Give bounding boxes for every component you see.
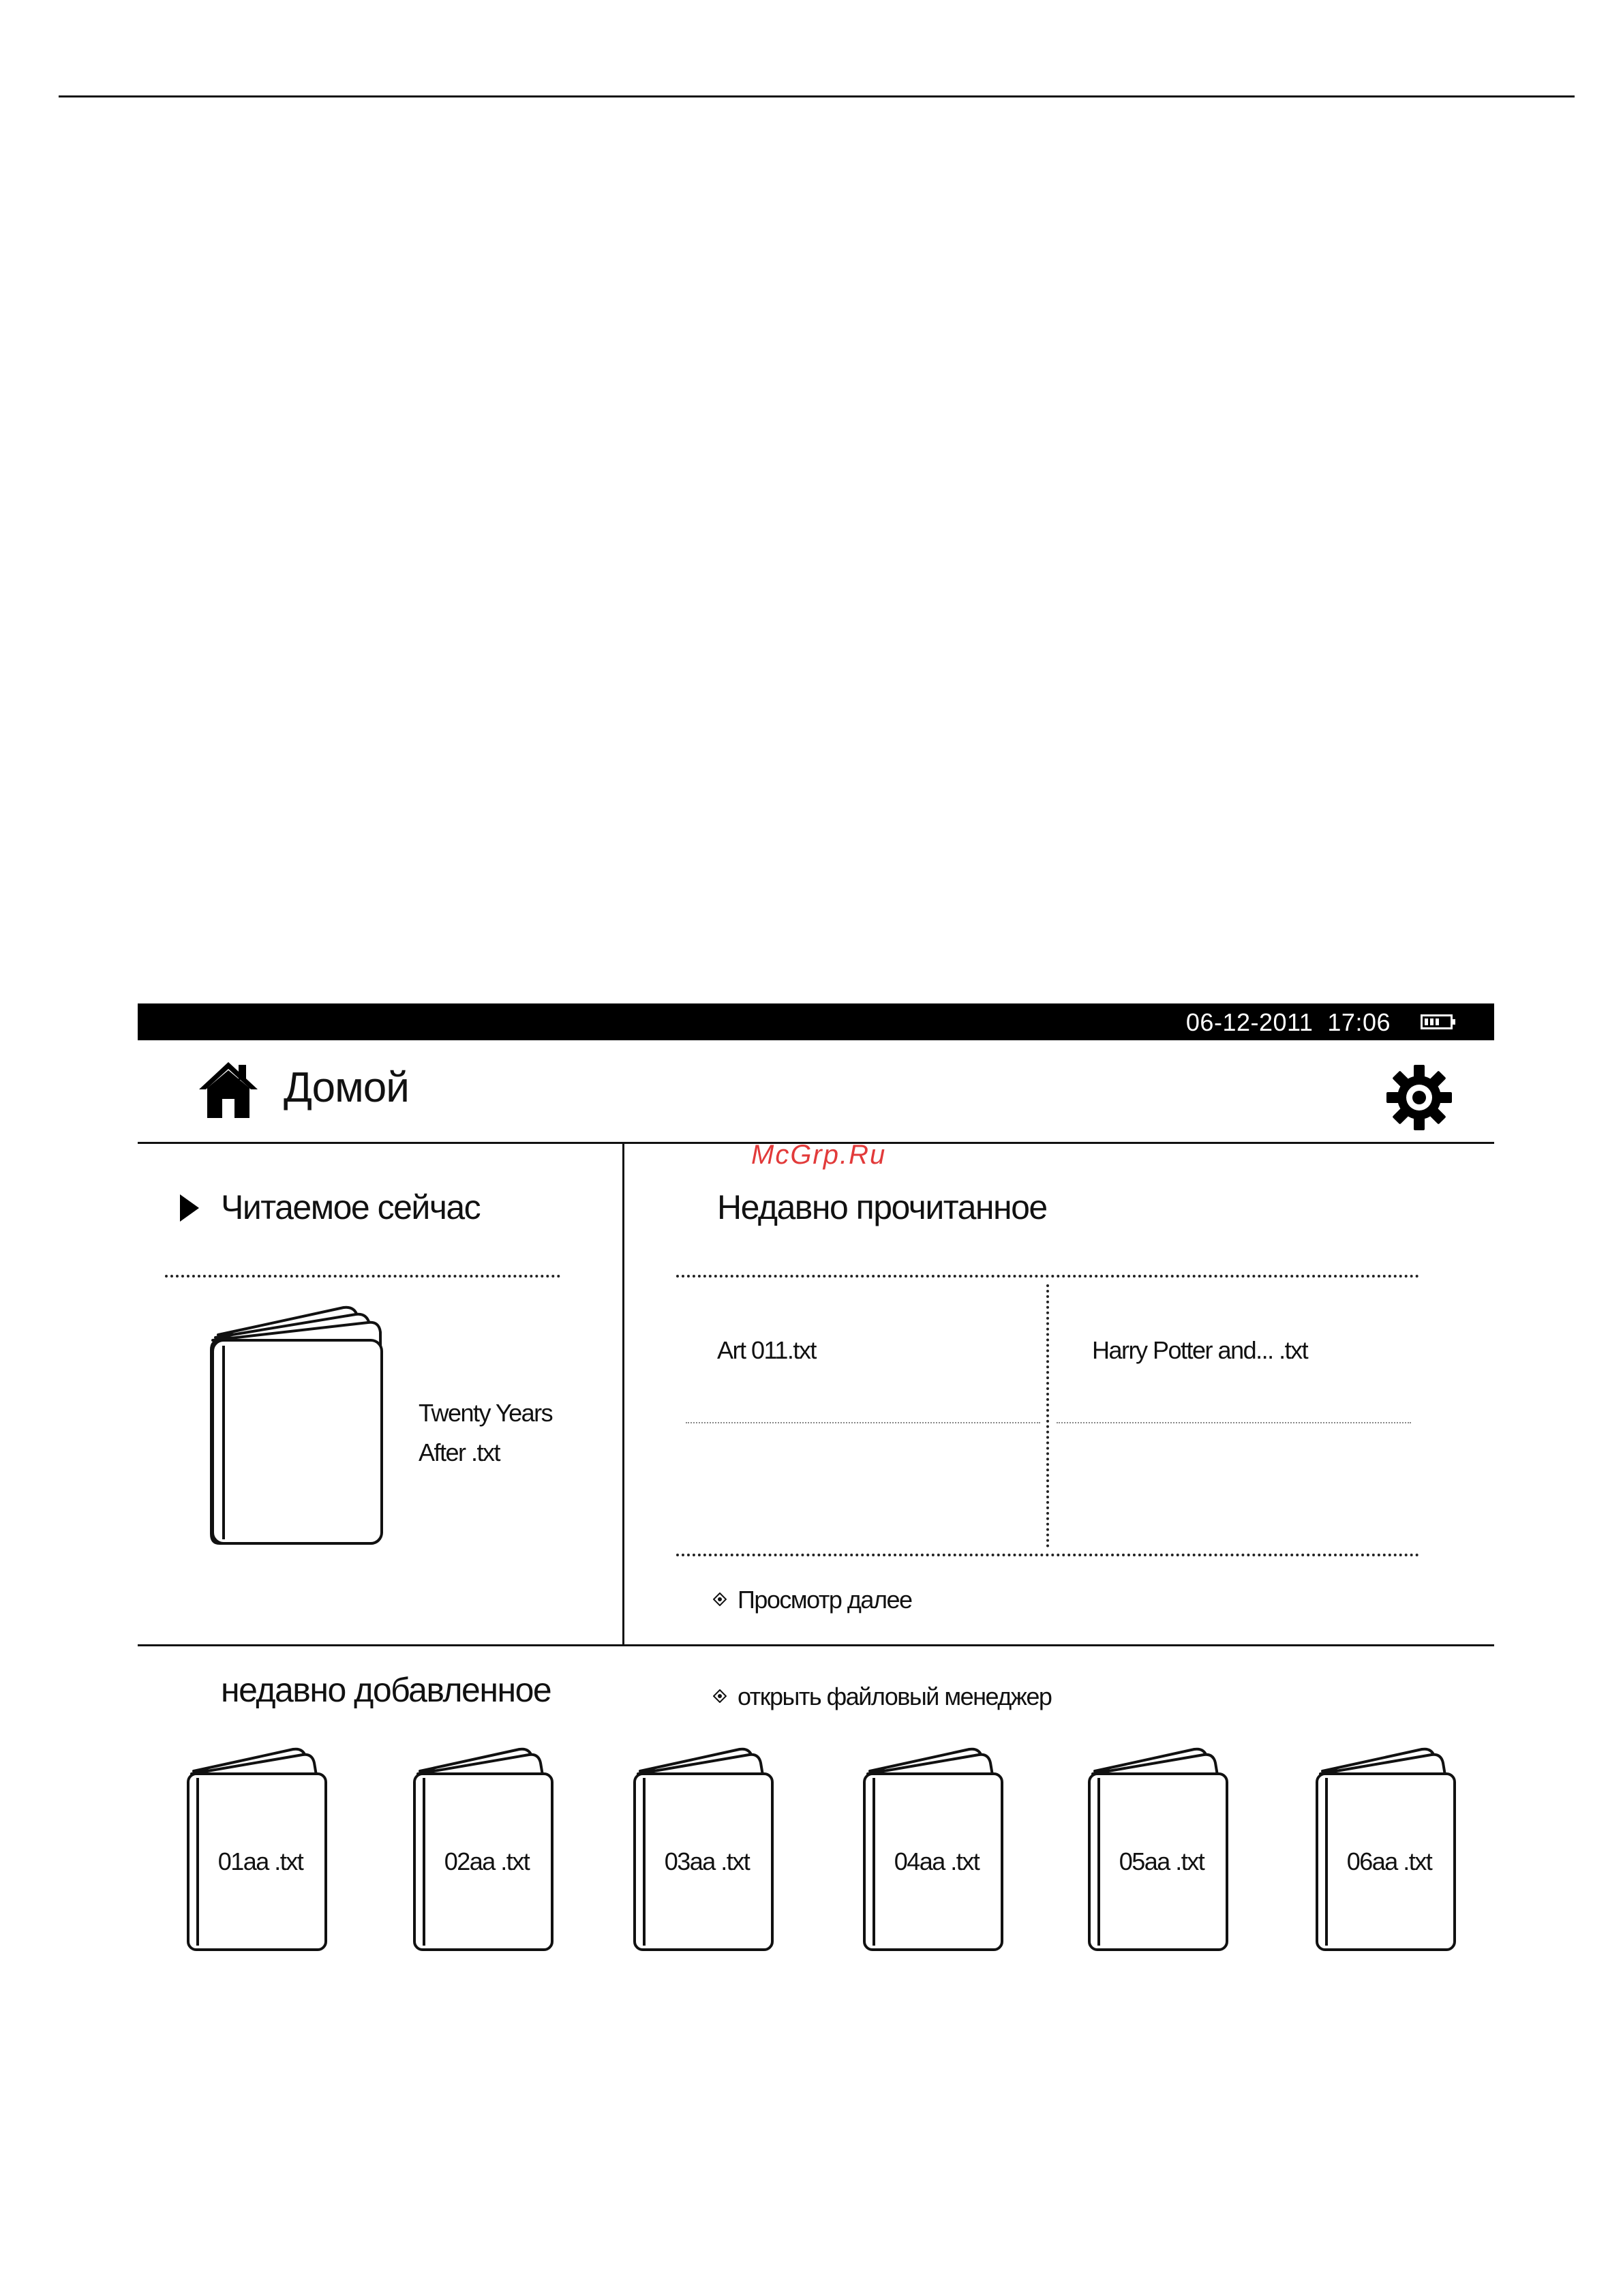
book-label: 04aa .txt [894,1847,980,1875]
book-item[interactable] [184,1747,330,1954]
recent-item[interactable]: Art 011.txt [717,1336,816,1364]
current-book-title-line2: After .txt [419,1438,500,1466]
book-label: 01aa .txt [217,1847,303,1875]
recently-added-books [138,1747,1494,1958]
divider [1046,1284,1049,1547]
book-item[interactable] [410,1747,556,1954]
book-label: 06aa .txt [1346,1847,1432,1875]
header [138,1040,1494,1144]
book-item[interactable] [1313,1747,1459,1954]
now-reading-title: Читаемое сейчас [221,1188,481,1226]
recently-read-panel [624,1144,1494,1644]
status-bar [138,1003,1494,1040]
gear-icon[interactable] [1385,1063,1453,1132]
divider [676,1275,1419,1278]
file-manager-link[interactable] [713,1682,1051,1711]
watermark: McGrp.Ru [751,1140,887,1170]
book-item[interactable] [631,1747,776,1954]
play-icon [180,1194,199,1222]
book-item[interactable] [1085,1747,1231,1954]
view-more-label: Просмотр далее [738,1586,912,1614]
divider [138,1644,1494,1646]
file-manager-label: открыть файловый менеджер [738,1682,1052,1710]
battery-icon [1421,1014,1456,1030]
recent-item[interactable]: Harry Potter and... .txt [1092,1336,1308,1364]
page-rule [59,95,1575,97]
current-book-title [419,1393,575,1472]
divider [686,1422,1040,1423]
divider [165,1275,560,1278]
status-date: 06-12-2011 [1185,1008,1314,1036]
current-book-title-line1: Twenty Years [419,1399,553,1427]
diamond-bullet-icon [713,1689,727,1703]
book-icon [206,1305,391,1550]
book-item[interactable] [860,1747,1006,1954]
status-datetime [1186,1008,1391,1037]
view-more-link[interactable] [713,1586,912,1614]
book-label: 05aa .txt [1119,1847,1204,1875]
divider [1057,1422,1411,1423]
current-book[interactable] [206,1305,574,1550]
now-reading-panel [138,1144,624,1644]
home-icon[interactable] [198,1059,259,1121]
recently-added-title: недавно добавленное [221,1671,551,1709]
book-label: 03aa .txt [664,1847,750,1875]
page-title[interactable]: Домой [284,1064,409,1111]
reader-screen [138,1003,1494,1985]
divider [676,1554,1419,1556]
diamond-bullet-icon [713,1592,727,1606]
book-label: 02aa .txt [444,1847,530,1875]
recently-read-title: Недавно прочитанное [717,1188,1047,1226]
status-time: 17:06 [1327,1008,1391,1036]
